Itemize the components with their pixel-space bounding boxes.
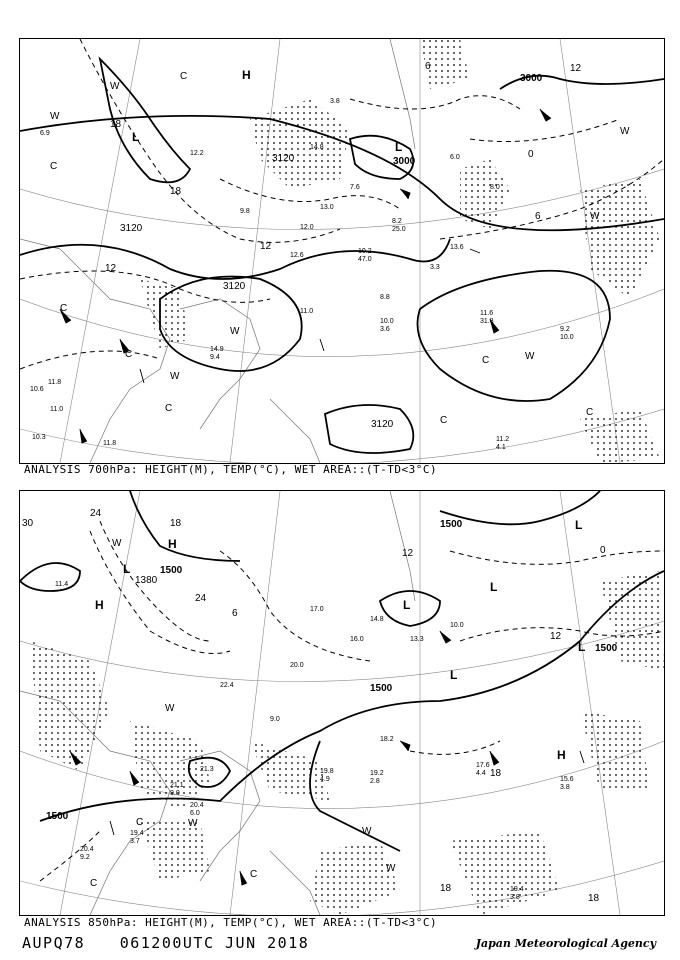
station-value: 15.6 bbox=[560, 776, 574, 783]
pressure-label: H bbox=[168, 537, 177, 551]
contour-label: 1380 bbox=[135, 575, 158, 586]
contour-label: 18 bbox=[588, 893, 600, 904]
pressure-label: H bbox=[242, 68, 251, 82]
station-value: 4.4 bbox=[476, 770, 486, 777]
station-value: 11.0 bbox=[300, 308, 314, 315]
contour-label: 3120 bbox=[223, 281, 246, 292]
station-value: 9.2 bbox=[80, 854, 90, 861]
pressure-label: H bbox=[557, 748, 566, 762]
contour-label: 12 bbox=[105, 263, 117, 274]
station-value: 11.8 bbox=[48, 379, 62, 386]
station-value: 12.0 bbox=[300, 224, 314, 231]
station-value: 20.0 bbox=[290, 662, 304, 669]
station-value: 20.4 bbox=[190, 802, 204, 809]
pressure-label: C bbox=[586, 407, 594, 418]
station-value: 18.2 bbox=[380, 736, 394, 743]
station-value: 4.9 bbox=[320, 776, 330, 783]
station-value: 25.0 bbox=[392, 226, 406, 233]
map-850hpa-svg bbox=[20, 491, 664, 915]
station-value: 9.8 bbox=[240, 208, 250, 215]
contour-label: 3000 bbox=[393, 156, 416, 167]
station-value: 13.0 bbox=[320, 204, 334, 211]
station-value: 12.2 bbox=[190, 150, 204, 157]
contour-label: 12 bbox=[570, 63, 582, 74]
station-value: 7.6 bbox=[350, 184, 360, 191]
station-value: 14.9 bbox=[210, 346, 224, 353]
station-value: 47.0 bbox=[358, 256, 372, 263]
contour-label: 0 bbox=[528, 149, 534, 160]
map-panel-700hpa bbox=[19, 38, 665, 464]
pressure-label: W bbox=[386, 863, 396, 874]
station-value: 8.0 bbox=[490, 184, 500, 191]
contour-label: 3000 bbox=[520, 73, 543, 84]
station-value: 9.4 bbox=[210, 354, 220, 361]
contour-label: 12 bbox=[260, 241, 272, 252]
contour-label: 1500 bbox=[370, 683, 393, 694]
pressure-label: C bbox=[136, 817, 144, 828]
station-value: 3.3 bbox=[430, 264, 440, 271]
contour-label: 3120 bbox=[371, 419, 394, 430]
pressure-label: W bbox=[362, 826, 372, 837]
station-value: 9.2 bbox=[560, 326, 570, 333]
pressure-label: W bbox=[110, 81, 120, 92]
pressure-label: W bbox=[170, 371, 180, 382]
pressure-label: C bbox=[250, 869, 258, 880]
valid-time: 061200UTC JUN 2018 bbox=[119, 934, 310, 952]
station-value: 13.6 bbox=[450, 244, 464, 251]
pressure-label: L bbox=[395, 140, 403, 154]
station-value: 6.0 bbox=[190, 810, 200, 817]
agency-name: Japan Meteorological Agency bbox=[475, 937, 656, 950]
station-value: 14.8 bbox=[310, 144, 324, 151]
pressure-label: L bbox=[450, 668, 458, 682]
station-value: 11.6 bbox=[480, 310, 494, 317]
pressure-label: C bbox=[60, 303, 68, 314]
contour-label: 18 bbox=[170, 518, 182, 529]
contour-label: 18 bbox=[490, 768, 502, 779]
pressure-label: W bbox=[188, 818, 198, 829]
station-value: 8.8 bbox=[380, 294, 390, 301]
station-value: 19.2 bbox=[370, 770, 384, 777]
pressure-label: C bbox=[50, 161, 58, 172]
contour-label: 6 bbox=[535, 211, 541, 222]
station-value: 10.3 bbox=[32, 434, 46, 441]
station-value: 13.3 bbox=[410, 636, 424, 643]
pressure-label: H bbox=[95, 598, 104, 612]
wet-areas bbox=[30, 571, 664, 915]
station-value: 6.0 bbox=[450, 154, 460, 161]
contour-label: 18 bbox=[170, 186, 182, 197]
chart-footer bbox=[22, 934, 333, 952]
station-value: 12.6 bbox=[290, 252, 304, 259]
station-value: 16.0 bbox=[350, 636, 364, 643]
contour-label: 1500 bbox=[160, 565, 183, 576]
pressure-label: C bbox=[125, 349, 133, 360]
pressure-label: C bbox=[90, 878, 98, 889]
station-value: 10.0 bbox=[450, 622, 464, 629]
pressure-label: W bbox=[165, 703, 175, 714]
station-value: 3.8 bbox=[330, 98, 340, 105]
pressure-label: C bbox=[440, 415, 448, 426]
station-value: 10.0 bbox=[560, 334, 574, 341]
contour-label: 24 bbox=[90, 508, 102, 519]
station-value: 8.2 bbox=[392, 218, 402, 225]
contour-label: 0 bbox=[600, 545, 606, 556]
contour-label: 30 bbox=[22, 518, 34, 529]
station-value: 3.7 bbox=[130, 838, 140, 845]
pressure-label: L bbox=[490, 580, 498, 594]
contour-label: 6 bbox=[425, 61, 431, 72]
pressure-label: L bbox=[123, 562, 131, 576]
station-value: 21.1 bbox=[170, 782, 184, 789]
station-value: 11.0 bbox=[50, 406, 64, 413]
station-value: 9.0 bbox=[170, 790, 180, 797]
wet-areas bbox=[140, 39, 660, 463]
station-value: 11.4 bbox=[55, 581, 69, 588]
pressure-label: L bbox=[403, 598, 411, 612]
station-value: 10.2 bbox=[358, 248, 372, 255]
pressure-label: W bbox=[50, 111, 60, 122]
product-code: AUPQ78 bbox=[22, 934, 86, 952]
station-value: 3.6 bbox=[380, 326, 390, 333]
pressure-label: C bbox=[180, 71, 188, 82]
pressure-label: L bbox=[578, 640, 586, 654]
pressure-label: W bbox=[590, 211, 600, 222]
station-value: 14.8 bbox=[370, 616, 384, 623]
station-value: 17.0 bbox=[310, 606, 324, 613]
station-value: 19.4 bbox=[510, 886, 524, 893]
station-value: 31.8 bbox=[480, 318, 494, 325]
station-value: 20.4 bbox=[80, 846, 94, 853]
station-value: 3.8 bbox=[560, 784, 570, 791]
station-value: 3.8 bbox=[510, 894, 520, 901]
station-value: 11.2 bbox=[496, 436, 510, 443]
pressure-label: C bbox=[165, 403, 173, 414]
caption-700hpa: ANALYSIS 700hPa: HEIGHT(M), TEMP(°C), WET AREA::(T-TD<3°C) bbox=[24, 463, 438, 476]
contour-label: 3120 bbox=[120, 223, 143, 234]
station-value: 11.8 bbox=[103, 440, 117, 447]
contour-label: 3120 bbox=[272, 153, 295, 164]
pressure-label: L bbox=[575, 518, 583, 532]
pressure-label: W bbox=[112, 538, 122, 549]
caption-850hpa: ANALYSIS 850hPa: HEIGHT(M), TEMP(°C), WET AREA::(T-TD<3°C) bbox=[24, 916, 438, 929]
contour-label: 6 bbox=[232, 608, 238, 619]
pressure-label: C bbox=[482, 355, 490, 366]
station-value: 22.4 bbox=[220, 682, 234, 689]
pressure-label: W bbox=[620, 126, 630, 137]
station-value: 4.1 bbox=[496, 444, 506, 451]
station-value: 6.9 bbox=[40, 130, 50, 137]
pressure-label: W bbox=[525, 351, 535, 362]
station-value: 10.6 bbox=[30, 386, 44, 393]
map-700hpa-svg bbox=[20, 39, 664, 463]
pressure-label: W bbox=[230, 326, 240, 337]
station-value: 19.4 bbox=[130, 830, 144, 837]
map-panel-850hpa bbox=[19, 490, 665, 916]
station-value: 17.6 bbox=[476, 762, 490, 769]
station-value: 9.0 bbox=[270, 716, 280, 723]
contour-label: 24 bbox=[195, 593, 207, 604]
contour-label: 12 bbox=[402, 548, 414, 559]
station-value: 19.8 bbox=[320, 768, 334, 775]
contour-label: 1500 bbox=[46, 811, 69, 822]
station-value: 2.8 bbox=[370, 778, 380, 785]
contour-label: 18 bbox=[440, 883, 452, 894]
station-value: 21.3 bbox=[200, 766, 214, 773]
contour-label: 12 bbox=[550, 631, 562, 642]
pressure-label: L bbox=[132, 130, 140, 144]
station-value: 10.0 bbox=[380, 318, 394, 325]
contour-label: 1500 bbox=[440, 519, 463, 530]
contour-label: 1500 bbox=[595, 643, 618, 654]
contour-label: 18 bbox=[110, 119, 122, 130]
